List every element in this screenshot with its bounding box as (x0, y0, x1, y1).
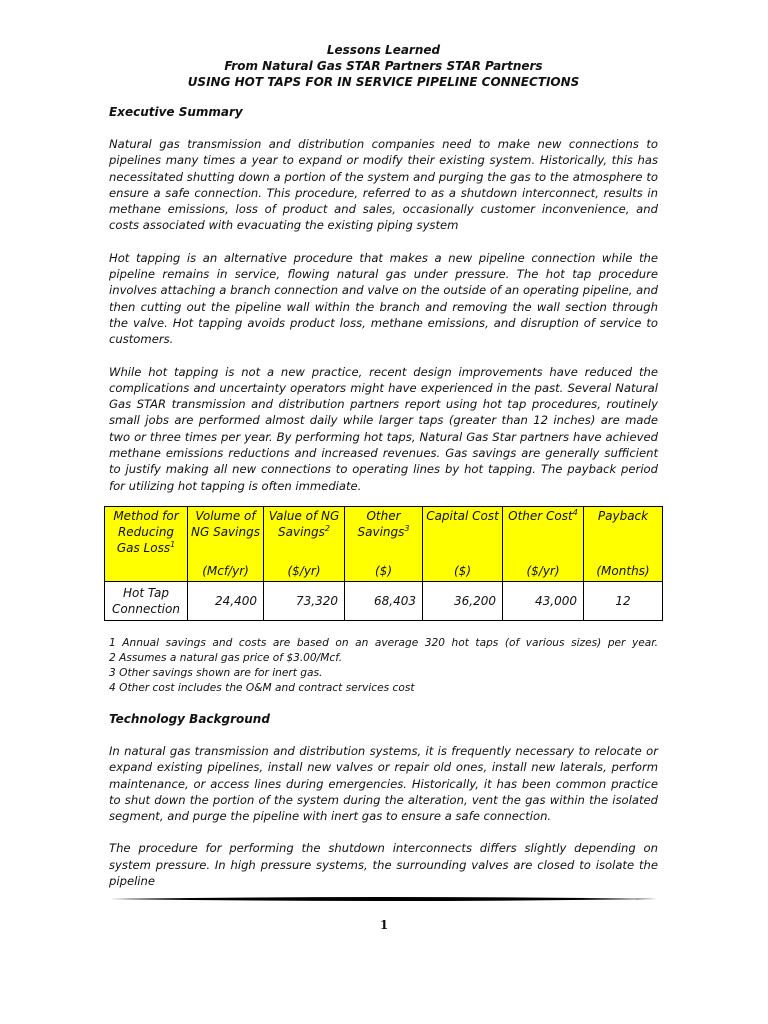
doc-title-line2: From Natural Gas STAR Partners STAR Partners (224, 59, 543, 73)
table-header-cell: Value of NG Savings$^2$ ($/yr) (264, 507, 345, 582)
table-footnotes (109, 636, 658, 696)
table-header-row (105, 507, 663, 582)
executive-summary-heading: Executive Summary (109, 105, 243, 119)
footnote-2: 2 Assumes a natural gas price of $3.00/Mcf. (109, 652, 343, 664)
table-header-cell: Payback (Months) (584, 507, 663, 582)
table-cell-value: 73,320 (264, 582, 345, 621)
footnote-3: 3 Other savings shown are for inert gas. (109, 667, 323, 679)
table-header-cell: Other Savings$^3$ ($) (345, 507, 423, 582)
technology-background-paragraph-1: In natural gas transmission and distribution systems, it is frequently necessary to relocate or expand existing pipelines, install new valves or repair old ones, install new laterals, perform maintenance, or access lines during emergencies. Historically, it has been common practice to shut down the portion of the system during the alteration, vent the gas within the isolated segment, and purge the pipeline with inert gas to ensure a safe connection. (109, 744, 658, 824)
technology-background-section (109, 711, 658, 905)
table-header-cell: Capital Cost ($) (423, 507, 503, 582)
table-header-cell: Method for Reducing Gas Loss$^1$ (105, 507, 188, 582)
executive-summary-paragraph-3: While hot tapping is not a new practice, recent design improvements have reduced the complications and uncertainty operators might have experienced in the past. Several Natural Gas STAR transmission and distribution partners report using hot tap procedures, routinely small jobs are performed almost daily while larger taps (greater than 12 inches) are made two or three times per year. By performing hot taps, Natural Gas Star partners have achieved methane emissions reductions and increased revenues. Gas savings are generally sufficient to justify making all new connections to operating lines by hot tapping. The payback period for utilizing hot tapping is often immediate. (109, 364, 658, 493)
footer-divider (110, 896, 658, 902)
footnote-4: 4 Other cost includes the O&M and contract services cost (109, 682, 415, 694)
technology-background-paragraph-2: The procedure for performing the shutdown interconnects differs slightly depending on system pressure. In high pressure systems, the surrounding valves are closed to isolate the pipeline (109, 841, 658, 889)
table-cell-capital-cost: 36,200 (423, 582, 503, 621)
page-number: 1 (379, 918, 389, 932)
savings-table (104, 506, 663, 621)
technology-background-heading: Technology Background (109, 712, 270, 726)
executive-summary-paragraph-2: Hot tapping is an alternative procedure that makes a new pipeline connection while the pipeline remains in service, flowing natural gas under pressure. The hot tap procedure involves attaching a branch connection and valve on the outside of an operating pipeline, and then cutting out the pipeline wall within the branch and removing the wall section through the valve. Hot tapping avoids product loss, methane emissions, and disruption of service to customers. (109, 250, 658, 347)
footnote-1: 1 Annual savings and costs are based on an average 320 hot taps (of various sizes) per year. (109, 637, 658, 649)
table-header-cell: Volume of NG Savings (Mcf/yr) (188, 507, 264, 582)
table-cell-other-savings: 68,403 (345, 582, 423, 621)
table-header-cell: Other Cost$^4$ ($/yr) (503, 507, 584, 582)
doc-title-line3: USING HOT TAPS FOR IN SERVICE PIPELINE CONNECTIONS (187, 75, 580, 89)
table-row (105, 582, 663, 621)
doc-title-line1: Lessons Learned (326, 43, 441, 57)
table-cell-payback: 12 (584, 582, 663, 621)
executive-summary-paragraph-1: Natural gas transmission and distribution companies need to make new connections to pipelines many times a year to expand or modify their existing system. Historically, this has necessitated shutting down a portion of the system and purging the gas to the atmosphere to ensure a safe connection. This procedure, referred to as a shutdown interconnect, results in methane emissions, loss of product and sales, occasionally customer inconvenience, and costs associated with evacuating the existing piping system (109, 137, 658, 233)
page-content (109, 42, 658, 510)
table-cell-volume: 24,400 (188, 582, 264, 621)
table-cell-other-cost: 43,000 (503, 582, 584, 621)
table-cell-method: Hot Tap Connection (105, 582, 188, 621)
